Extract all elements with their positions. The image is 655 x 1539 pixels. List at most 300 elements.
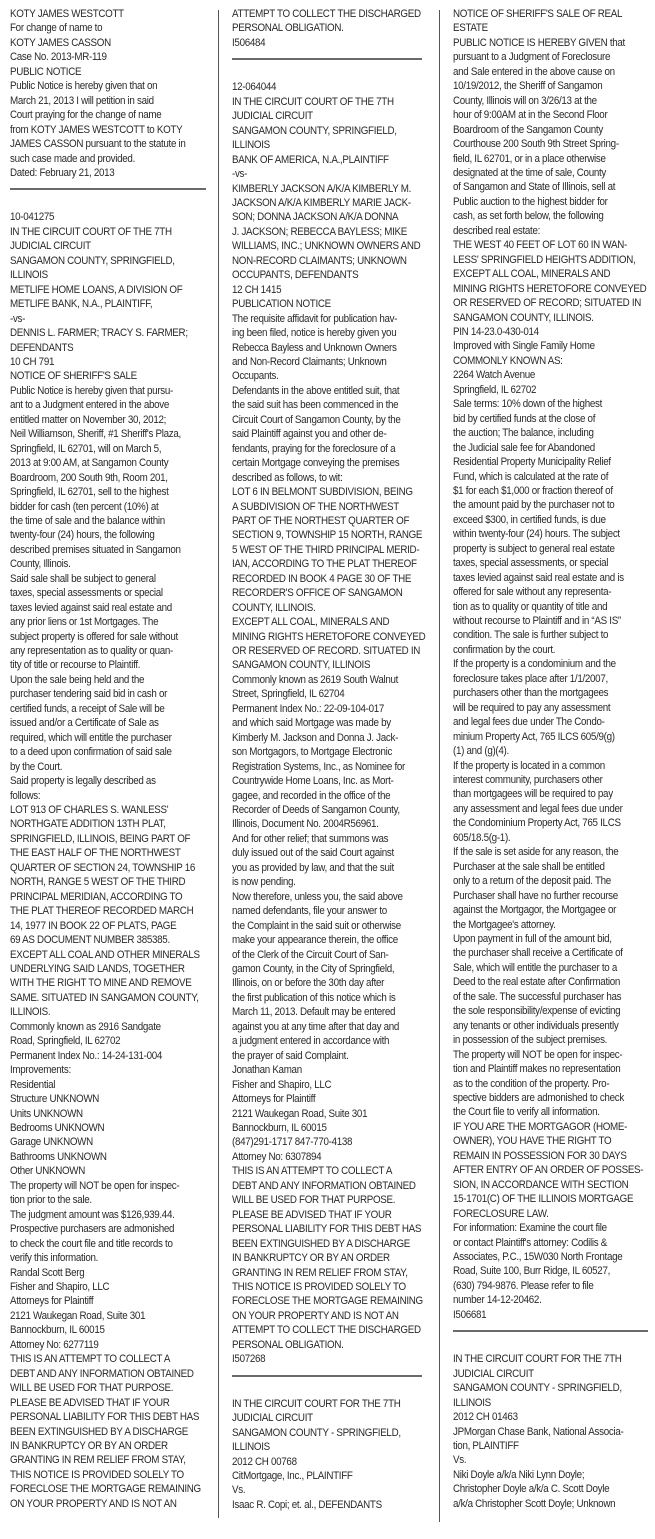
notice-text-line: OCCUPANTS, DEFENDANTS xyxy=(232,269,359,282)
notice-text-line: Case No. 2013-MR-119 xyxy=(10,51,107,64)
notice-text-line: 2264 Watch Avenue xyxy=(453,369,536,382)
notice-text-line: required, which will entitle the purchaser xyxy=(10,731,172,744)
notice-text-line: minium Property Act, 765 ILCS 605/9(g) xyxy=(453,730,615,743)
notice-text-line: the sole responsibility/expense of evicting xyxy=(453,1005,621,1018)
notice-text-line: A SUBDIVISION OF THE NORTHWEST xyxy=(232,500,399,513)
notice-text-line: MINING RIGHTS HERETOFORE CONVEYED xyxy=(232,630,426,643)
notice-text-line: 10 CH 791 xyxy=(10,355,55,368)
notice-text-line: Improvements: xyxy=(10,1064,71,1077)
notice-text-line: COUNTY, ILLINOIS. xyxy=(232,601,316,614)
notice-text-line: THIS NOTICE IS PROVIDED SOLELY TO xyxy=(232,1280,406,1293)
notice-text-line: pursuant to a Judgment of Foreclosure xyxy=(453,51,611,64)
notice-text-line: IN THE CIRCUIT COURT FOR THE 7TH xyxy=(453,1353,622,1366)
notice-text-line: NON-RECORD CLAIMANTS; UNKNOWN xyxy=(232,254,407,267)
notice-text-line: SON; DONNA JACKSON A/K/A DONNA xyxy=(232,211,399,224)
notice-text-line: $1 for each $1,000 or fraction thereof of xyxy=(453,484,613,497)
notice-text-line: Upon the sale being held and the xyxy=(10,673,145,686)
notice-text-line: THE PLAT THEREOF RECORDED MARCH xyxy=(10,905,194,918)
notice-text-line: JACKSON A/K/A KIMBERLY MARIE JACK- xyxy=(232,196,411,209)
notice-text-line: named defendants, file your answer to xyxy=(232,905,387,918)
notice-text-line: The property will NOT be open for inspec- xyxy=(10,1179,180,1192)
notice-text-line: IF YOU ARE THE MORTGAGOR (HOME- xyxy=(453,1120,628,1133)
notice-text-line: SANGAMON COUNTY, SPRINGFIELD, xyxy=(10,254,175,267)
notice-text-line: 2012 CH 01463 xyxy=(453,1411,518,1424)
notice-text-line: Attorneys for Plaintiff xyxy=(232,1093,316,1106)
notice-text-line: ILLINOIS xyxy=(453,1396,491,1409)
notice-text-line: verify this information. xyxy=(10,1252,99,1265)
notice-text-line: ON YOUR PROPERTY AND IS NOT AN xyxy=(10,1497,177,1510)
notice-text-line: CitMortgage, Inc., PLAINTIFF xyxy=(232,1469,353,1482)
notice-text-line: KIMBERLY JACKSON A/K/A KIMBERLY M. xyxy=(232,182,412,195)
notice-text-line: Springfield, IL 62701, sell to the highest xyxy=(10,486,169,499)
notice-text-line: Neil Williamson, Sheriff, #1 Sheriff's Plaza, xyxy=(10,428,181,441)
notice-text-line: Residential xyxy=(10,1078,56,1091)
notice-text-line: Isaac R. Copi; et. al., DEFENDANTS xyxy=(232,1498,382,1511)
notice-text-line: KOTY JAMES CASSON xyxy=(10,36,111,49)
notice-text-line: without recourse to Plaintiff and in “AS IS” xyxy=(453,615,621,628)
notice-text-line: of the Clerk of the Circuit Court of San- xyxy=(232,948,389,961)
notice-text-line: NORTHGATE ADDITION 13TH PLAT, xyxy=(10,818,166,831)
notice-text-line: Bannockburn, IL 60015 xyxy=(10,1324,105,1337)
notice-text-line: Court praying for the change of name xyxy=(10,109,162,122)
notice-text-line: Fisher and Shapiro, LLC xyxy=(232,1078,332,1091)
notice-text-line: EXCEPT ALL COAL AND OTHER MINERALS xyxy=(10,948,200,961)
notice-text-line: Public auction to the highest bidder for xyxy=(453,195,608,208)
notice-text-line: IN BANKRUPTCY OR BY AN ORDER xyxy=(10,1439,168,1452)
notice-text-line: Defendants in the above entitled suit, that xyxy=(232,384,400,397)
notice-text-line: FORECLOSE THE MORTGAGE REMAINING xyxy=(232,1295,423,1308)
notice-text-line: bid by certified funds at the close of xyxy=(453,412,596,425)
notice-text-line: WILLIAMS, INC.; UNKNOWN OWNERS AND xyxy=(232,240,421,253)
notice-text-line: only to a return of the deposit paid. The xyxy=(453,875,611,888)
notice-text-line: cash, as set forth below, the following xyxy=(453,210,604,223)
notice-text-line: the Condominium Property Act, 765 ILCS xyxy=(453,817,621,830)
notice-text-line: Road, Suite 100, Burr Ridge, IL 60527, xyxy=(453,1265,611,1278)
notice-text-line: Rebecca Bayless and Unknown Owners xyxy=(232,341,397,354)
legal-notice xyxy=(453,1352,648,1511)
notice-text-line: 10/19/2012, the Sheriff of Sangamon xyxy=(453,80,603,93)
notice-text-line: twenty-four (24) hours, the following xyxy=(10,529,155,542)
notice-text-line: Purchaser at the sale shall be entitled xyxy=(453,860,605,873)
column-divider xyxy=(218,10,219,1518)
notice-text-line: Purchaser shall have no further recourse xyxy=(453,889,618,902)
notice-text-line: March 21, 2013 I will petition in said xyxy=(10,94,154,107)
notice-text-line: of the sale. The successful purchaser has xyxy=(453,990,622,1003)
notice-text-line: 12 CH 1415 xyxy=(232,283,282,296)
notice-text-line: County, Illinois. xyxy=(10,558,71,571)
notice-text-line: the prayer of said Complaint. xyxy=(232,1049,349,1062)
notice-text-line: gamon County, in the City of Springfield, xyxy=(232,963,395,975)
notice-text-line: QUARTER OF SECTION 24, TOWNSHIP 16 xyxy=(10,861,196,874)
notice-text-line: Commonly known as 2916 Sandgate xyxy=(10,1020,161,1033)
notice-text-line: the said suit has been commenced in the xyxy=(232,399,399,412)
notice-text-line: Attorney No: 6307894 xyxy=(232,1150,322,1163)
column-3 xyxy=(453,7,648,1539)
notice-text-line: taxes levied against said real estate and is xyxy=(453,571,624,584)
notice-text-line: If the property is located in a common xyxy=(453,759,605,772)
column-2 xyxy=(232,7,426,1539)
notice-text-line: WILL BE USED FOR THAT PURPOSE. xyxy=(232,1194,396,1207)
notice-text-line: subject property is offered for sale without xyxy=(10,630,178,643)
notice-text-line: interest community, purchasers other xyxy=(453,774,603,787)
notice-text-line: Springfield, IL 62701, will on March 5, xyxy=(10,442,162,455)
notice-text-line: JPMorgan Chase Bank, National Associa- xyxy=(453,1425,624,1438)
notice-text-line: make your appearance therein, the office xyxy=(232,934,398,947)
notice-text-line: any assessment and legal fees due under xyxy=(453,802,623,815)
notice-text-line: Springfield, IL 62702 xyxy=(453,383,537,396)
notice-text-line: Countrywide Home Loans, Inc. as Mort- xyxy=(232,775,394,788)
notice-text-line: a judgment entered in accordance with xyxy=(232,1035,390,1048)
notice-text-line: Attorneys for Plaintiff xyxy=(10,1295,94,1308)
notice-text-line: any representation as to quality or quan- xyxy=(10,645,174,658)
notice-text-line: Attorney No: 6277119 xyxy=(10,1338,99,1351)
notice-text-line: 2121 Waukegan Road, Suite 301 xyxy=(10,1309,146,1322)
notice-text-line: such case made and provided. xyxy=(10,152,135,165)
notice-text-line: Bannockburn, IL 60015 xyxy=(232,1121,327,1134)
notice-text-line: UNDERLYING SAID LANDS, TOGETHER xyxy=(10,963,185,975)
legal-notice xyxy=(10,210,206,1511)
notice-text-line: RECORDER'S OFFICE OF SANGAMON xyxy=(232,587,403,600)
notice-text-line: Public Notice is hereby given that on xyxy=(10,80,158,93)
notice-text-line: ESTATE xyxy=(453,22,488,35)
notice-text-line: to a deed upon confirmation of said sale xyxy=(10,746,172,759)
notice-text-line: -vs- xyxy=(10,312,26,325)
notice-text-line: tion, PLAINTIFF xyxy=(453,1439,519,1452)
notice-text-line: Sale, which will entitle the purchaser to a xyxy=(453,961,618,974)
notice-text-line: is now pending. xyxy=(232,876,296,889)
notice-text-line: ILLINOIS xyxy=(232,1441,270,1454)
notice-text-line: (630) 794-9876. Please refer to file xyxy=(453,1279,594,1292)
notice-text-line: OR RESERVED OF RECORD; SITUATED IN xyxy=(453,297,642,310)
notice-text-line: Boardroom, 200 South 9th, Room 201, xyxy=(10,471,168,484)
notice-separator xyxy=(232,58,422,60)
notice-text-line: THE WEST 40 FEET OF LOT 60 IN WAN- xyxy=(453,239,627,252)
notice-text-line: Sale terms: 10% down of the highest xyxy=(453,398,603,411)
notice-text-line: PERSONAL LIABILITY FOR THIS DEBT HAS xyxy=(10,1411,200,1424)
notice-text-line: THE EAST HALF OF THE NORTHWEST xyxy=(10,847,181,860)
notice-text-line: Illinois, on or before the 30th day after xyxy=(232,977,385,990)
notice-text-line: SION, IN ACCORDANCE WITH SECTION xyxy=(453,1178,629,1191)
notice-text-line: described real estate: xyxy=(453,224,541,237)
notice-text-line: RECORDED IN BOOK 4 PAGE 30 OF THE xyxy=(232,572,412,585)
notice-text-line: KOTY JAMES WESTCOTT xyxy=(10,8,124,20)
notice-text-line: fendants, praying for the foreclosure of a xyxy=(232,442,396,455)
notice-text-line: LOT 6 IN BELMONT SUBDIVISION, BEING xyxy=(232,486,413,499)
notice-text-line: DEFENDANTS xyxy=(10,341,74,354)
notice-text-line: ATTEMPT TO COLLECT THE DISCHARGED xyxy=(232,1324,421,1337)
notice-text-line: Courthouse 200 South 9th Street Spring- xyxy=(453,138,619,151)
notice-text-line: Structure UNKNOWN xyxy=(10,1093,100,1106)
notice-text-line: (1) and (g)(4). xyxy=(453,745,509,758)
notice-text-line: GRANTING IN REM RELIEF FROM STAY, xyxy=(10,1454,186,1467)
notice-text-line: JAMES CASSON pursuant to the statute in xyxy=(10,138,186,151)
notice-text-line: PUBLIC NOTICE IS HEREBY GIVEN that xyxy=(453,36,625,49)
notice-text-line: COMMONLY KNOWN AS: xyxy=(453,354,563,367)
notice-text-line: I506484 xyxy=(232,36,266,49)
notice-text-line: IN THE CIRCUIT COURT FOR THE 7TH xyxy=(232,1397,401,1410)
notice-text-line: THIS IS AN ATTEMPT TO COLLECT A xyxy=(232,1165,393,1178)
notice-text-line: ing been filed, notice is hereby given you xyxy=(232,327,397,340)
notice-text-line: THIS IS AN ATTEMPT TO COLLECT A xyxy=(10,1353,171,1366)
notice-text-line: JUDICIAL CIRCUIT xyxy=(232,110,313,123)
notice-text-line: 2013 at 9:00 AM, at Sangamon County xyxy=(10,457,169,470)
notice-separator xyxy=(453,1330,648,1332)
notice-text-line: Street, Springfield, IL 62704 xyxy=(232,688,345,701)
notice-text-line: ILLINOIS xyxy=(10,269,48,282)
notice-text-line: exceed $300, in certified funds, is due xyxy=(453,513,606,526)
legal-notice xyxy=(10,7,206,180)
notice-text-line: 15-1701(C) OF THE ILLINOIS MORTGAGE xyxy=(453,1193,634,1206)
notice-text-line: than mortgagees will be required to pay xyxy=(453,788,613,801)
notice-text-line: PERSONAL OBLIGATION. xyxy=(232,22,344,35)
notice-text-line: 5 WEST OF THE THIRD PRINCIPAL MERID- xyxy=(232,543,420,556)
notice-text-line: described premises situated in Sangamon xyxy=(10,543,181,556)
notice-text-line: in possession of the subject premises. xyxy=(453,1034,608,1047)
notice-text-line: SANGAMON COUNTY - SPRINGFIELD, xyxy=(453,1382,622,1395)
notice-text-line: son Mortgagors, to Mortgage Electronic xyxy=(232,746,393,759)
notice-text-line: from KOTY JAMES WESTCOTT to KOTY xyxy=(10,123,183,136)
legal-notice xyxy=(453,7,648,1322)
notice-text-line: said Plaintiff against you and other de- xyxy=(232,428,387,441)
notice-text-line: Improved with Single Family Home xyxy=(453,340,595,353)
notice-text-line: the auction; The balance, including xyxy=(453,427,594,440)
notice-text-line: offered for sale without any representa- xyxy=(453,586,612,599)
notice-text-line: OWNER), YOU HAVE THE RIGHT TO xyxy=(453,1135,612,1148)
notice-text-line: For information: Examine the court file xyxy=(453,1222,607,1235)
notice-text-line: LOT 913 OF CHARLES S. WANLESS' xyxy=(10,804,169,817)
notice-text-line: Public Notice is hereby given that pursu- xyxy=(10,384,173,397)
notice-text-line: Road, Springfield, IL 62702 xyxy=(10,1035,121,1048)
notice-text-line: DENNIS L. FARMER; TRACY S. FARMER; xyxy=(10,327,188,340)
notice-text-line: LESS' SPRINGFIELD HEIGHTS ADDITION, xyxy=(453,253,636,266)
notice-text-line: and which said Mortgage was made by xyxy=(232,717,391,730)
notice-text-line: Christopher Doyle a/k/a C. Scott Doyle xyxy=(453,1483,610,1496)
notice-text-line: the Complaint in the said suit or otherwise xyxy=(232,919,401,932)
notice-text-line: 12-064044 xyxy=(232,81,277,94)
notice-text-line: IAN, ACCORDING TO THE PLAT THEREOF xyxy=(232,558,417,571)
notice-text-line: County, Illinois will on 3/26/13 at the xyxy=(453,94,597,107)
notice-text-line: the first publication of this notice which is xyxy=(232,991,396,1004)
notice-text-line: the Judicial sale fee for Abandoned xyxy=(453,441,595,454)
notice-text-line: IN THE CIRCUIT COURT OF THE 7TH xyxy=(232,95,394,108)
notice-text-line: JUDICIAL CIRCUIT xyxy=(453,1367,534,1380)
notice-text-line: PIN 14-23.0-430-014 xyxy=(453,325,539,338)
notice-text-line: by the Court. xyxy=(10,760,63,773)
notice-text-line: METLIFE BANK, N.A., PLAINTIFF, xyxy=(10,298,153,311)
notice-text-line: Occupants. xyxy=(232,370,279,383)
column-divider xyxy=(439,10,440,1522)
notice-text-line: Now therefore, unless you, the said above xyxy=(232,890,403,903)
notice-text-line: follows: xyxy=(10,789,41,802)
notice-text-line: against the Mortgagor, the Mortgagee or xyxy=(453,904,617,917)
notice-text-line: taxes, special assessments, or special xyxy=(453,557,609,570)
notice-text-line: IN BANKRUPTCY OR BY AN ORDER xyxy=(232,1252,390,1265)
notice-text-line: field, IL 62701, or in a place otherwise xyxy=(453,152,606,165)
notice-text-line: described as follows, to wit: xyxy=(232,471,343,484)
notice-text-line: Randal Scott Berg xyxy=(10,1266,85,1279)
notice-text-line: Fund, which is calculated at the rate of xyxy=(453,470,609,483)
notice-text-line: or contact Plaintiff's attorney: Codilis & xyxy=(453,1236,608,1249)
notice-text-line: EXCEPT ALL COAL, MINERALS AND xyxy=(453,268,611,281)
notice-text-line: property is subject to general real estate xyxy=(453,542,615,555)
notice-text-line: the time of sale and the balance within xyxy=(10,514,165,527)
notice-text-line: 69 AS DOCUMENT NUMBER 385385. xyxy=(10,934,170,947)
notice-text-line: Upon payment in full of the amount bid, xyxy=(453,933,612,945)
notice-text-line: purchaser tendering said bid in cash or xyxy=(10,688,168,701)
notice-text-line: Jonathan Kaman xyxy=(232,1064,302,1077)
notice-text-line: Deed to the real estate after Confirmation xyxy=(453,976,621,989)
notice-text-line: spective bidders are admonished to check xyxy=(453,1091,624,1104)
notice-text-line: PLEASE BE ADVISED THAT IF YOUR xyxy=(10,1396,170,1409)
notice-text-line: PERSONAL OBLIGATION. xyxy=(232,1338,344,1351)
notice-text-line: Permanent Index No.: 14-24-131-004 xyxy=(10,1049,163,1062)
notice-text-line: EXCEPT ALL COAL, MINERALS AND xyxy=(232,616,390,629)
notice-text-line: ATTEMPT TO COLLECT THE DISCHARGED xyxy=(232,8,421,20)
notice-text-line: -vs- xyxy=(232,168,248,181)
notice-text-line: Vs. xyxy=(232,1484,246,1497)
notice-text-line: bidder for cash (ten percent (10%) at xyxy=(10,500,159,513)
notice-text-line: SANGAMON COUNTY - SPRINGFIELD, xyxy=(232,1426,401,1439)
notice-text-line: Kimberly M. Jackson and Donna J. Jack- xyxy=(232,731,399,744)
notice-text-line: Illinois, Document No. 2004R56961. xyxy=(232,818,379,831)
notice-text-line: J. JACKSON; REBECCA BAYLESS; MIKE xyxy=(232,225,407,238)
notice-text-line: For change of name to xyxy=(10,22,103,35)
notice-text-line: taxes levied against said real estate and xyxy=(10,601,172,614)
notice-text-line: BEEN EXTINGUISHED BY A DISCHARGE xyxy=(10,1425,188,1438)
notice-text-line: the purchaser shall receive a Certificate of xyxy=(453,947,623,960)
notice-text-line: 14, 1977 IN BOOK 22 OF PLATS, PAGE xyxy=(10,919,177,932)
notice-text-line: If the sale is set aside for any reason, the xyxy=(453,846,619,859)
notice-text-line: DEBT AND ANY INFORMATION OBTAINED xyxy=(232,1179,416,1192)
notice-text-line: MINING RIGHTS HERETOFORE CONVEYED xyxy=(453,282,647,295)
notice-text-line: FORECLOSE THE MORTGAGE REMAINING xyxy=(10,1483,201,1496)
notice-text-line: and Non-Record Claimants; Unknown xyxy=(232,355,387,368)
notice-text-line: Circuit Court of Sangamon County, by the xyxy=(232,413,401,426)
notice-text-line: against you at any time after that day and xyxy=(232,1020,400,1033)
notice-text-line: 2012 CH 00768 xyxy=(232,1455,297,1468)
notice-text-line: within twenty-four (24) hours. The subject xyxy=(453,528,620,541)
notice-text-line: THIS NOTICE IS PROVIDED SOLELY TO xyxy=(10,1468,184,1481)
notice-text-line: will be required to pay any assessment xyxy=(453,701,611,714)
notice-text-line: Garage UNKNOWN xyxy=(10,1136,93,1149)
notice-text-line: PERSONAL LIABILITY FOR THIS DEBT HAS xyxy=(232,1223,422,1236)
legal-notice xyxy=(232,7,422,50)
notice-text-line: (847)291-1717 847-770-4138 xyxy=(232,1136,353,1149)
notice-text-line: I507268 xyxy=(232,1353,266,1366)
notice-text-line: 10-041275 xyxy=(10,211,55,224)
notice-text-line: Said sale shall be subject to general xyxy=(10,572,156,585)
notice-text-line: Registration Systems, Inc., as Nominee for xyxy=(232,760,406,773)
notice-text-line: GRANTING IN REM RELIEF FROM STAY, xyxy=(232,1266,408,1279)
notice-text-line: and Sale entered in the above cause on xyxy=(453,65,615,78)
notice-text-line: The judgment amount was $126,939.44. xyxy=(10,1208,175,1221)
notice-text-line: foreclosure takes place after 1/1/2007, xyxy=(453,672,608,685)
column-1 xyxy=(10,7,206,1539)
notice-text-line: certain Mortgage conveying the premises xyxy=(232,457,400,470)
notice-text-line: The requisite affidavit for publication hav- xyxy=(232,312,398,325)
notice-text-line: AFTER ENTRY OF AN ORDER OF POSSES- xyxy=(453,1164,644,1177)
notice-text-line: tion prior to the sale. xyxy=(10,1194,92,1207)
notice-text-line: 2121 Waukegan Road, Suite 301 xyxy=(232,1107,368,1120)
notice-text-line: a/k/a Christopher Scott Doyle; Unknown xyxy=(453,1497,616,1510)
notice-text-line: NOTICE OF SHERIFF'S SALE OF REAL xyxy=(453,8,623,20)
notice-text-line: Fisher and Shapiro, LLC xyxy=(10,1280,110,1293)
notice-text-line: If the property is a condominium and the xyxy=(453,658,616,671)
notice-text-line: Recorder of Deeds of Sangamon County, xyxy=(232,804,400,817)
notice-text-line: SECTION 9, TOWNSHIP 15 NORTH, RANGE xyxy=(232,529,423,542)
notice-text-line: ILLINOIS xyxy=(232,139,270,152)
notice-text-line: entitled matter on November 30, 2012; xyxy=(10,413,167,426)
notice-text-line: Vs. xyxy=(453,1454,467,1467)
notice-text-line: SAME. SITUATED IN SANGAMON COUNTY, xyxy=(10,991,199,1004)
notice-text-line: ILLINOIS. xyxy=(10,1006,51,1019)
notice-text-line: tion as to quality or quantity of title and xyxy=(453,600,608,613)
notice-text-line: NOTICE OF SHERIFF'S SALE xyxy=(10,370,137,383)
notice-text-line: SPRINGFIELD, ILLINOIS, BEING PART OF xyxy=(10,832,191,845)
notice-text-line: as to the condition of the property. Pro- xyxy=(453,1077,610,1090)
notice-text-line: Bathrooms UNKNOWN xyxy=(10,1150,107,1163)
notice-text-line: DEBT AND ANY INFORMATION OBTAINED xyxy=(10,1367,194,1380)
notice-text-line: JUDICIAL CIRCUIT xyxy=(10,240,91,253)
notice-text-line: condition. The sale is further subject to xyxy=(453,629,609,642)
notice-separator xyxy=(10,188,206,190)
legal-notice xyxy=(232,80,426,1366)
notice-text-line: the Court file to verify all information. xyxy=(453,1106,600,1119)
notice-text-line: JUDICIAL CIRCUIT xyxy=(232,1412,313,1425)
legal-notice xyxy=(232,1397,422,1513)
notice-text-line: any tenants or other individuals presently xyxy=(453,1019,619,1032)
notice-text-line: The property will NOT be open for inspec- xyxy=(453,1048,623,1061)
notice-text-line: Associates, P.C., 15W030 North Frontage xyxy=(453,1250,623,1263)
notice-text-line: Permanent Index No.: 22-09-104-017 xyxy=(232,702,385,715)
notice-separator xyxy=(232,1375,422,1377)
notice-text-line: Said property is legally described as xyxy=(10,775,156,788)
notice-text-line: OR RESERVED OF RECORD. SITUATED IN xyxy=(232,645,421,658)
notice-text-line: to check the court file and title records to xyxy=(10,1237,173,1250)
notice-text-line: Prospective purchasers are admonished xyxy=(10,1223,175,1236)
notice-text-line: And for other relief; that summons was xyxy=(232,832,389,845)
notice-text-line: PRINCIPAL MERIDIAN, ACCORDING TO xyxy=(10,890,183,903)
notice-text-line: PART OF THE NORTHEST QUARTER OF xyxy=(232,514,410,527)
notice-text-line: ant to a Judgment entered in the above xyxy=(10,399,170,412)
notice-text-line: taxes, special assessments or special xyxy=(10,587,163,600)
notice-text-line: designated at the time of sale, County xyxy=(453,166,607,179)
notice-text-line: and legal fees due under The Condo- xyxy=(453,716,605,729)
notice-text-line: BEEN EXTINGUISHED BY A DISCHARGE xyxy=(232,1237,410,1250)
notice-text-line: SANGAMON COUNTY, ILLINOIS xyxy=(232,659,371,672)
notice-text-line: REMAIN IN POSSESSION FOR 30 DAYS xyxy=(453,1149,627,1162)
notice-text-line: 605/18.5(g-1). xyxy=(453,831,511,844)
notice-text-line: ON YOUR PROPERTY AND IS NOT AN xyxy=(232,1309,399,1322)
notice-text-line: confirmation by the court. xyxy=(453,643,556,656)
notice-text-line: WILL BE USED FOR THAT PURPOSE. xyxy=(10,1382,174,1395)
notice-text-line: IN THE CIRCUIT COURT OF THE 7TH xyxy=(10,225,172,238)
notice-text-line: tity of title or recourse to Plaintiff. xyxy=(10,659,141,672)
notice-text-line: the Mortgagee's attorney. xyxy=(453,918,556,931)
notice-text-line: gagee, and recorded in the office of the xyxy=(232,789,391,802)
notice-text-line: hour of 9:00AM at in the Second Floor xyxy=(453,109,608,122)
notice-text-line: Residential Property Municipality Relief xyxy=(453,456,611,469)
notice-text-line: March 11, 2013. Default may be entered xyxy=(232,1006,396,1019)
notice-text-line: certified funds, a receipt of Sale will be xyxy=(10,702,165,715)
notice-text-line: tion and Plaintiff makes no representation xyxy=(453,1063,621,1076)
notice-text-line: SANGAMON COUNTY, ILLINOIS. xyxy=(453,311,594,324)
notice-text-line: FORECLOSURE LAW. xyxy=(453,1207,549,1220)
notice-text-line: issued and/or a Certificate of Sale as xyxy=(10,717,159,730)
notice-text-line: WITH THE RIGHT TO MINE AND REMOVE xyxy=(10,977,192,990)
notice-text-line: you as provided by law, and that the suit xyxy=(232,861,394,874)
notice-text-line: METLIFE HOME LOANS, A DIVISION OF xyxy=(10,283,183,296)
